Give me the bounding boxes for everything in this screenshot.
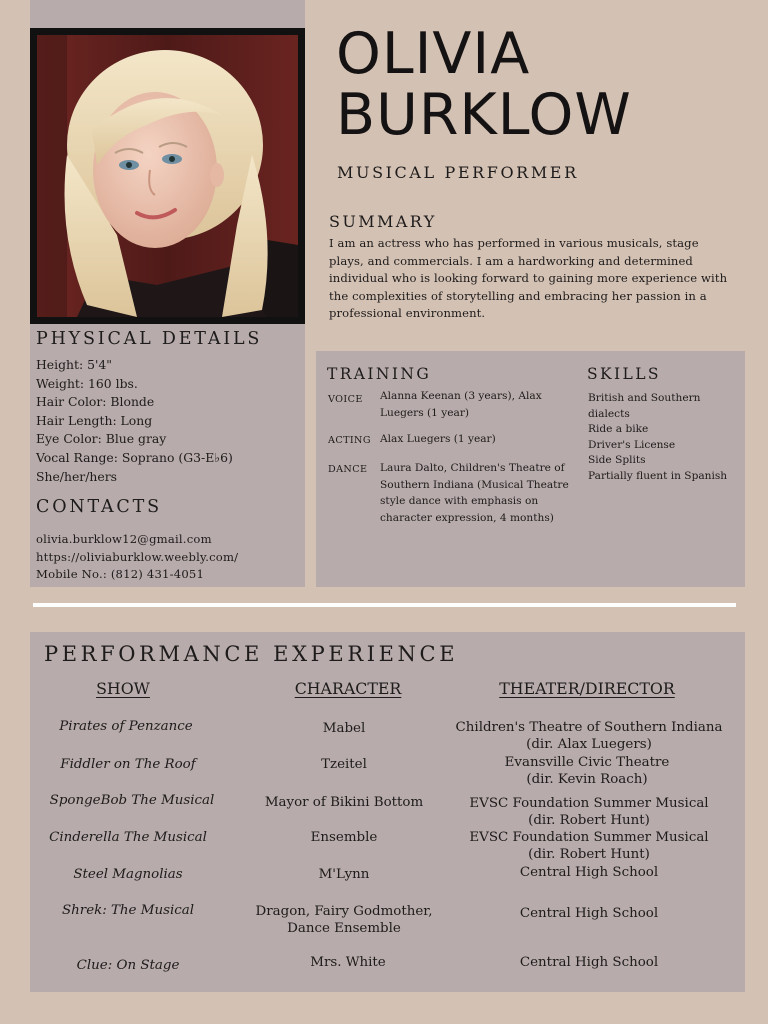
character-name: Tzeitel — [321, 757, 367, 772]
training-detail: Alanna Keenan (3 years), Alax Luegers (1 year) — [380, 390, 542, 419]
skills-heading: SKILLS — [587, 365, 661, 383]
summary-heading: SUMMARY — [329, 212, 437, 231]
character-line: Dragon, Fairy Godmother, — [255, 904, 433, 919]
physical-detail-item: Vocal Range: Soprano (G3-E♭6) — [36, 449, 233, 465]
character-name: M'Lynn — [318, 867, 370, 882]
show-title: Cinderella The Musical — [49, 830, 207, 845]
skill-item: Driver's License — [588, 438, 676, 451]
portrait-illustration — [37, 35, 298, 317]
character-column-header: CHARACTER — [294, 679, 402, 698]
show-column-header: SHOW — [96, 679, 150, 698]
performance-heading: PERFORMANCE EXPERIENCE — [44, 642, 459, 666]
theater-name: Central High School — [519, 906, 659, 921]
show-title: SpongeBob The Musical — [49, 793, 215, 808]
theater-column-header: THEATER/DIRECTOR — [499, 679, 675, 698]
show-title: Clue: On Stage — [76, 958, 180, 973]
character-name: Ensemble — [310, 830, 378, 845]
physical-detail-item: She/her/hers — [36, 468, 117, 484]
skills-list — [588, 391, 743, 484]
theater-director — [469, 795, 708, 829]
website-link[interactable]: https://oliviaburklow.weebly.com/ — [36, 549, 239, 564]
skill-item: Ride a bike — [588, 423, 649, 435]
physical-detail-item: Hair Length: Long — [36, 412, 153, 428]
director-name: (dir. Kevin Roach) — [526, 772, 648, 787]
theater-name: EVSC Foundation Summer Musical — [469, 830, 709, 845]
show-title: Shrek: The Musical — [62, 903, 194, 918]
character-name: Mrs. White — [310, 955, 386, 970]
section-divider — [33, 603, 736, 607]
theater-director — [469, 829, 708, 863]
training-type: ACTING — [328, 435, 371, 446]
job-title: MUSICAL PERFORMER — [337, 163, 579, 182]
theater-name: Children's Theatre of Southern Indiana — [455, 720, 723, 735]
theater-director — [505, 754, 670, 788]
character-name: Mabel — [322, 721, 366, 736]
last-name: BURKLOW — [336, 82, 632, 148]
skill-item: Partially fluent in Spanish — [588, 469, 728, 482]
physical-details-list — [36, 356, 233, 486]
training-type: DANCE — [328, 464, 368, 475]
physical-detail-item: Height: 5'4" — [36, 357, 112, 372]
mobile-number: Mobile No.: (812) 431-4051 — [36, 567, 205, 582]
training-detail: Alax Luegers (1 year) — [380, 433, 496, 445]
summary-text: I am an actress who has performed in various musicals, stage plays, and commercials. I am a hardworking and determined individual who is looking forward to gaining more experience with the complexities of storytelling and embracing her passion in a professional environment. — [329, 236, 728, 320]
character-name — [256, 903, 433, 937]
candidate-name — [336, 21, 632, 148]
physical-details-heading: PHYSICAL DETAILS — [36, 329, 263, 349]
first-name: OLIVIA — [336, 21, 531, 87]
show-title: Pirates of Penzance — [59, 719, 193, 734]
character-line: Dance Ensemble — [287, 921, 401, 936]
theater-name: Evansville Civic Theatre — [504, 755, 670, 770]
email-link[interactable]: olivia.burklow12@gmail.com — [36, 532, 212, 546]
director-name: (dir. Alax Luegers) — [526, 737, 652, 752]
show-title: Fiddler on The Roof — [60, 757, 196, 772]
director-name: (dir. Robert Hunt) — [528, 847, 650, 862]
training-heading: TRAINING — [327, 365, 432, 383]
training-detail: Laura Dalto, Children's Theatre of Southern Indiana (Musical Theatre style dance with emphasis on character expression, 4 months) — [380, 462, 569, 524]
skill-item: British and Southern dialects — [588, 392, 701, 420]
training-type: VOICE — [328, 394, 363, 405]
theater-name: Central High School — [519, 955, 659, 970]
portrait-photo — [37, 35, 298, 317]
show-title: Steel Magnolias — [73, 867, 183, 882]
theater-director — [456, 719, 723, 753]
director-name: (dir. Robert Hunt) — [528, 813, 650, 828]
theater-name: Central High School — [519, 865, 659, 880]
physical-detail-item: Hair Color: Blonde — [36, 394, 155, 410]
physical-detail-item: Weight: 160 lbs. — [36, 375, 138, 391]
physical-detail-item: Eye Color: Blue gray — [36, 431, 167, 447]
theater-name: EVSC Foundation Summer Musical — [469, 796, 709, 811]
contacts-heading: CONTACTS — [36, 497, 162, 517]
skill-item: Side Splits — [588, 454, 646, 466]
contacts-list — [36, 531, 238, 584]
character-name: Mayor of Bikini Bottom — [264, 795, 424, 810]
